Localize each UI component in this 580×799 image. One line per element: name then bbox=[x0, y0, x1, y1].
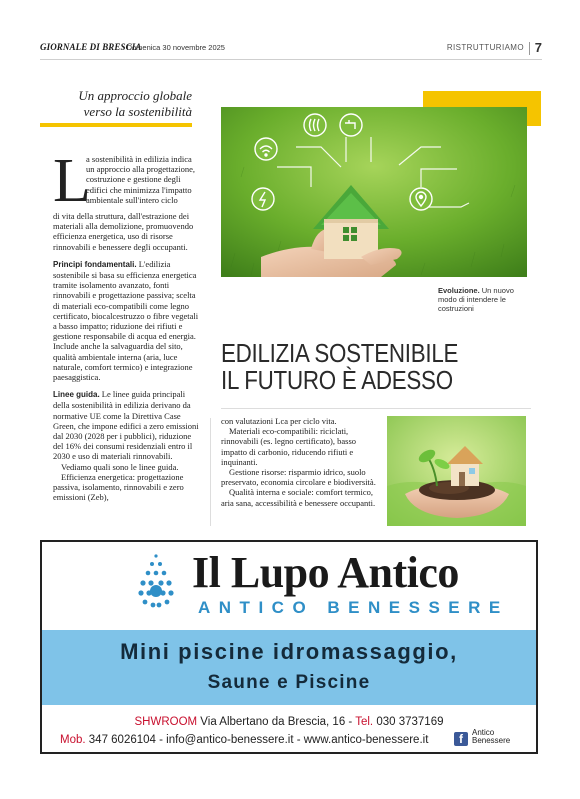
showroom-label: SHWROOM bbox=[134, 716, 198, 728]
faucet-icon bbox=[340, 114, 362, 136]
masthead-separator bbox=[529, 42, 530, 55]
article-headline bbox=[221, 340, 531, 394]
tel-number: 030 3737169 bbox=[373, 716, 444, 728]
drop-cap: L bbox=[53, 147, 91, 215]
lead-continuation: di vita della struttura, dall'estrazione dei materiali alla demolizione, promuovendo efficienza energetica, uso di risorse rinnovabili e benessere degli occupanti. bbox=[53, 211, 194, 252]
contacts-text: 347 6026104 - info@antico-benessere.it - www.antico-benessere.it bbox=[85, 734, 429, 746]
intro-accent-bar bbox=[40, 123, 192, 127]
facebook-name-line-1: Antico bbox=[472, 728, 495, 737]
newspaper-name: GIORNALE DI BRESCIA bbox=[40, 42, 142, 52]
headline-rule bbox=[221, 408, 531, 409]
photo-caption bbox=[438, 286, 530, 313]
paragraph-principles bbox=[53, 259, 199, 382]
ad-brand-name: Il Lupo Antico bbox=[192, 548, 459, 597]
water-drop-logo-icon bbox=[134, 552, 178, 612]
paragraph-quality: Qualità interna e sociale: comfort termico, aria sana, accessibilità e benessere occupanti. bbox=[221, 487, 376, 508]
article-middle-column bbox=[221, 416, 381, 508]
column-divider bbox=[210, 418, 211, 526]
facebook-icon: f bbox=[454, 732, 468, 746]
article-left-column bbox=[53, 211, 199, 502]
paragraph-guidelines-intro: Vediamo quali sono le linee guida. bbox=[61, 461, 179, 472]
ad-offer-line-2: Saune e Piscine bbox=[207, 672, 371, 693]
facebook-page-name bbox=[472, 729, 510, 745]
lead-paragraph: a sostenibilità in edilizia indica un approccio alla progettazione, costruzione e gestione degli edifici che minimizza l'impatto ambientale sull'intero ciclo bbox=[86, 154, 196, 205]
lightning-icon bbox=[252, 188, 274, 210]
facebook-name-line-2: Benessere bbox=[472, 736, 511, 745]
page-number: 7 bbox=[534, 40, 542, 55]
ad-offer-line-1: Mini piscine idromassaggio, bbox=[120, 639, 458, 664]
intro-line-1: Un approccio globale bbox=[78, 88, 192, 103]
headline-line-1: EDILIZIA SOSTENIBILE bbox=[221, 338, 459, 368]
ad-address-line bbox=[42, 716, 536, 728]
intro-kicker bbox=[68, 88, 192, 120]
ad-contacts-line bbox=[60, 734, 428, 746]
paragraph-guidelines bbox=[53, 389, 199, 461]
guidelines-label: Linee guida. bbox=[53, 390, 100, 400]
heat-icon bbox=[304, 114, 326, 136]
principles-text: L'edilizia sostenibile si basa su efficienza energetica tramite isolamento avanzato, fonti rinnovabili e progettazione passiva; scelta di materiali eco-compatibili come legno certificato, biocalcestruzzo o fibre vegetali a basso impatto; riduzione dei rifiuti e gestione responsabile di acqua ed energia. Include anche la salvaguardia del sito, qualità ambientale interna (aria, luce naturale, comfort termico) e integrazione paesaggistica. bbox=[53, 258, 199, 383]
section-name: RISTRUTTURIAMO bbox=[446, 43, 524, 52]
masthead-rule bbox=[40, 59, 542, 60]
paragraph-lca: con valutazioni Lca per ciclo vita. bbox=[221, 416, 337, 426]
guidelines-text: Le linee guida principali della sostenibilità in edilizia derivano da normative UE come la Direttiva Case Green, che impone edifici a zero emissioni dal 2030 (2028 per i pubblici), riduzione del 16% dei consumi residenziali entro il 2030 e uso di materiali rinnovabili. bbox=[53, 389, 199, 462]
secondary-photo-hands-house bbox=[387, 416, 526, 526]
location-pin-icon bbox=[410, 188, 432, 210]
main-photo-eco-house bbox=[221, 107, 527, 277]
publication-date: · Domenica 30 novembre 2025 bbox=[122, 43, 225, 52]
mobile-label: Mob. bbox=[60, 734, 86, 746]
headline-line-2: IL FUTURO È ADESSO bbox=[221, 365, 453, 395]
advertisement bbox=[40, 540, 538, 754]
caption-label: Evoluzione. bbox=[438, 286, 480, 295]
tel-label: Tel. bbox=[355, 716, 374, 728]
showroom-address: Via Albertano da Brescia, 16 - bbox=[197, 716, 356, 728]
masthead bbox=[40, 42, 542, 56]
intro-line-2: verso la sostenibilità bbox=[83, 104, 192, 119]
paragraph-energy: Efficienza energetica: progettazione passiva, isolamento, rinnovabili e zero emissioni (Zeb), bbox=[53, 471, 184, 503]
paragraph-materials: Materiali eco-compatibili: riciclati, rinnovabili (es. legno certificato), basso impatto di carbonio, riducendo rifiuti e inquinanti. bbox=[221, 426, 357, 467]
caption-text: Un nuovo modo di intendere le costruzioni bbox=[438, 286, 514, 313]
wifi-icon bbox=[255, 138, 277, 160]
paragraph-resources: Gestione risorse: risparmio idrico, suolo preservato, economia circolare e biodiversità. bbox=[221, 467, 376, 488]
ad-brand-subtitle: ANTICO BENESSERE bbox=[198, 598, 509, 617]
principles-label: Principi fondamentali. bbox=[53, 259, 137, 269]
